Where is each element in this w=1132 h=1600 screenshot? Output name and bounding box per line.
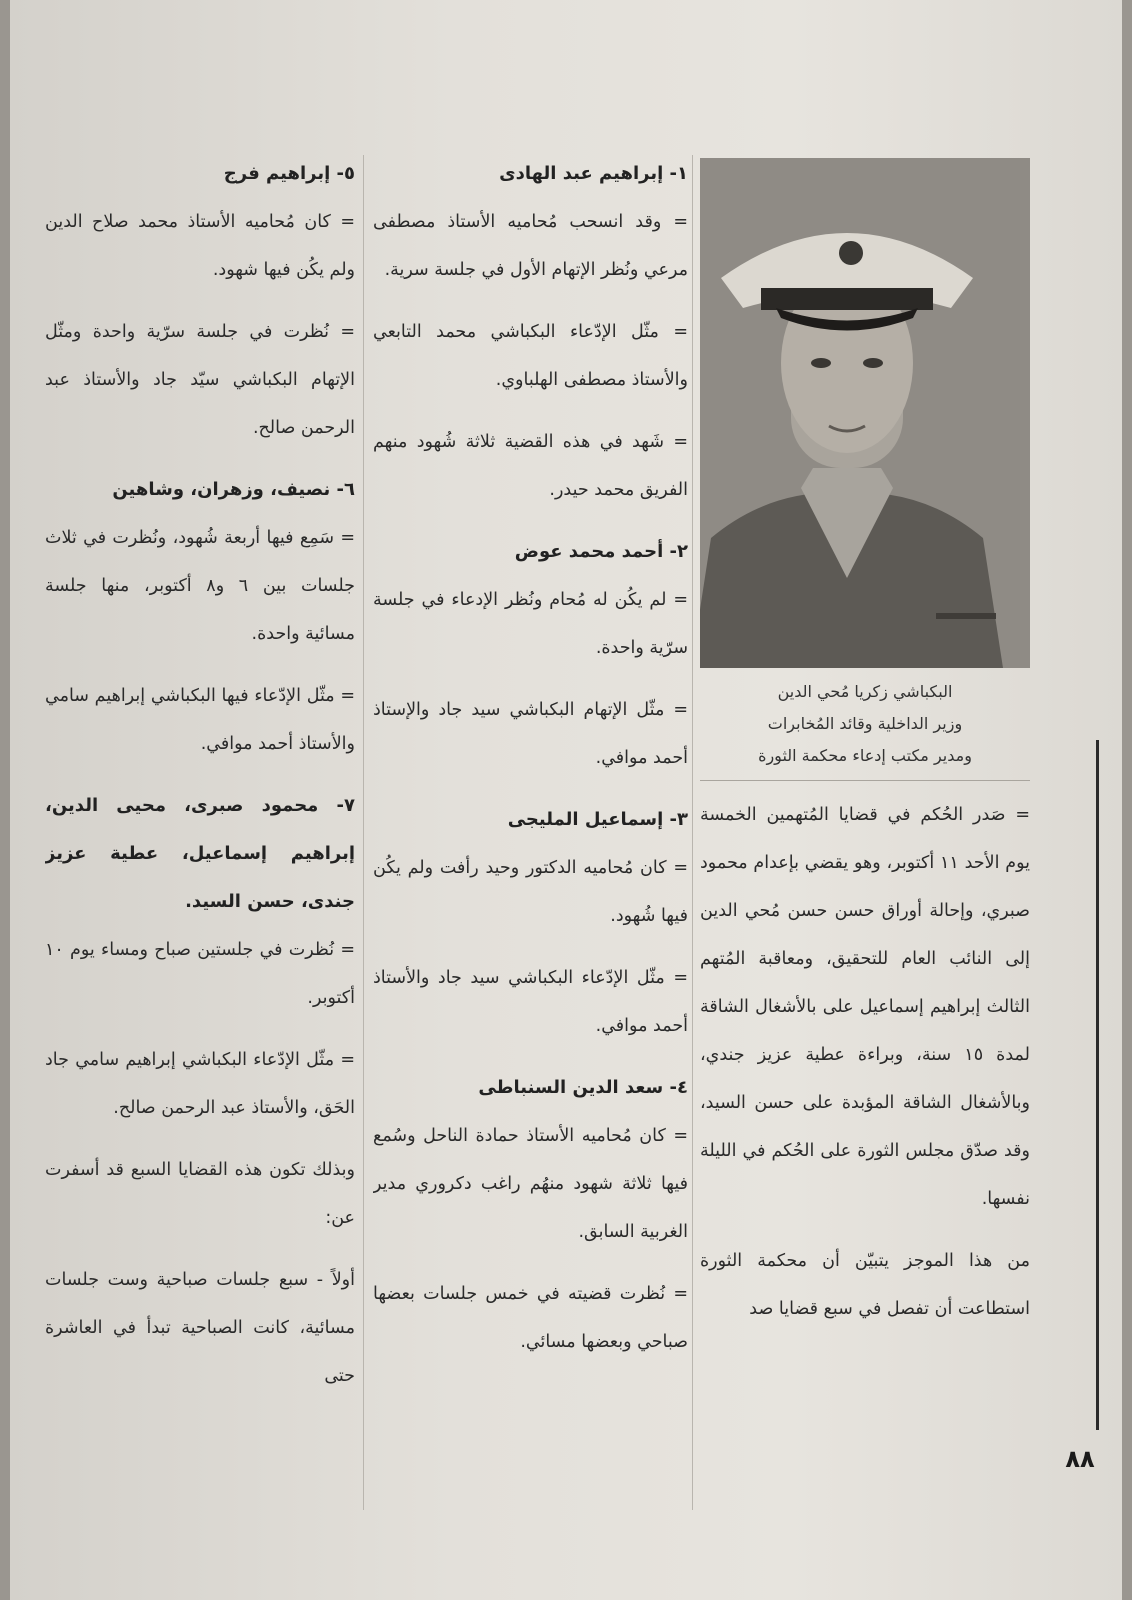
paragraph: = نُظرت في جلستين صباح ومساء يوم ١٠ أكتوبر. [45, 940, 355, 1008]
paragraph: = مثّل الإتهام البكباشي سيد جاد والإستاذ أحمد موافي. [373, 700, 688, 768]
portrait-photo [700, 158, 1030, 668]
paragraph: = شَهد في هذه القضية ثلاثة شُهود منهم الفريق محمد حيدر. [373, 432, 688, 500]
paragraph: من هذا الموجز يتبيّن أن محكمة الثورة استطاعت أن تفصل في سبع قضايا صد [700, 1251, 1030, 1319]
paragraph: = سَمِع فيها أربعة شُهود، ونُظرت في ثلاث جلسات بين ٦ و٨ أكتوبر، منها جلسة مسائية واحدة. [45, 528, 355, 644]
caption-line: ومدير مكتب إدعاء محكمة الثورة [758, 746, 972, 765]
section-heading: ٢- أحمد محمد عوض [514, 541, 688, 562]
paragraph: = نُظرت قضيته في خمس جلسات بعضها صباحي وبعضها مسائي. [373, 1284, 688, 1352]
caption-line: البكباشي زكريا مُحي الدين [777, 682, 953, 701]
section-heading: ٣- إسماعيل المليجى [507, 809, 688, 830]
paragraph: = كان مُحاميه الدكتور وحيد رأفت ولم يكُن فيها شُهود. [373, 858, 688, 926]
paragraph: = مثّل الإدّعاء البكباشي سيد جاد والأستاذ أحمد موافي. [373, 968, 688, 1036]
paragraph: = وقد انسحب مُحاميه الأستاذ مصطفى مرعي ونُظر الإتهام الأول في جلسة سرية. [373, 212, 688, 280]
section-heading: ٦- نصيف، وزهران، وشاهين [112, 479, 355, 500]
paragraph: = لم يكُن له مُحام ونُظر الإدعاء في جلسة سرّية واحدة. [373, 590, 688, 658]
paragraph: = نُظرت في جلسة سرّية واحدة ومثّل الإتهام البكباشي سيّد جاد والأستاذ عبد الرحمن صالح. [45, 322, 355, 438]
column-divider [692, 155, 693, 1510]
magazine-page [10, 0, 1122, 1600]
page-number: ٨٨ [1065, 1445, 1095, 1473]
photo-caption [700, 676, 1030, 781]
paragraph: أولاً - سبع جلسات صباحية وست جلسات مسائية، كانت الصباحية تبدأ في العاشرة حتى [45, 1270, 355, 1386]
section-heading: ٧- محمود صبرى، محيى الدين، إبراهيم إسماعيل، عطية عزيز جندى، حسن السيد. [45, 795, 355, 912]
paragraph: = مثّل الإدّعاء البكباشي محمد التابعي والأستاذ مصطفى الهلباوي. [373, 322, 688, 390]
column-middle [373, 150, 688, 1520]
paragraph: وبذلك تكون هذه القضايا السبع قد أسفرت عن: [45, 1160, 355, 1228]
margin-bar [1096, 740, 1099, 1430]
column-left [45, 150, 355, 1520]
caption-line: وزير الداخلية وقائد المُخابرات [767, 714, 963, 733]
paragraph: = مثّل الإدّعاء فيها البكباشي إبراهيم سامي والأستاذ أحمد موافي. [45, 686, 355, 754]
column-divider [363, 155, 364, 1510]
officer-portrait-illustration [700, 158, 1030, 668]
column-right [700, 150, 1030, 1520]
section-heading: ٥- إبراهيم فرج [223, 163, 355, 184]
paragraph: = كان مُحاميه الأستاذ محمد صلاح الدين ولم يكُن فيها شهود. [45, 212, 355, 280]
section-heading: ٤- سعد الدين السنباطى [478, 1077, 688, 1098]
paragraph: = صَدر الحُكم في قضايا المُتهمين الخمسة يوم الأحد ١١ أكتوبر، وهو يقضي بإعدام محمود صبري، وإحالة أوراق حسن حسن مُحي الدين إلى النائب العام للتحقيق، ومعاقبة المُتهم الثالث إبراهيم إسماعيل على بالأشغال الشاقة لمدة ١٥ سنة، وبراءة عطية عزيز جندي، وبالأشغال الشاقة المؤبدة على حسن السيد، وقد صدّق مجلس الثورة على الحُكم في الليلة نفسها. [700, 805, 1030, 1209]
paragraph: = مثّل الإدّعاء البكباشي إبراهيم سامي جاد الحَق، والأستاذ عبد الرحمن صالح. [45, 1050, 355, 1118]
section-heading: ١- إبراهيم عبد الهادى [499, 163, 688, 184]
paragraph: = كان مُحاميه الأستاذ حمادة الناحل وسُمع فيها ثلاثة شهود منهُم راغب دكروري مدير الغربية السابق. [373, 1126, 688, 1242]
